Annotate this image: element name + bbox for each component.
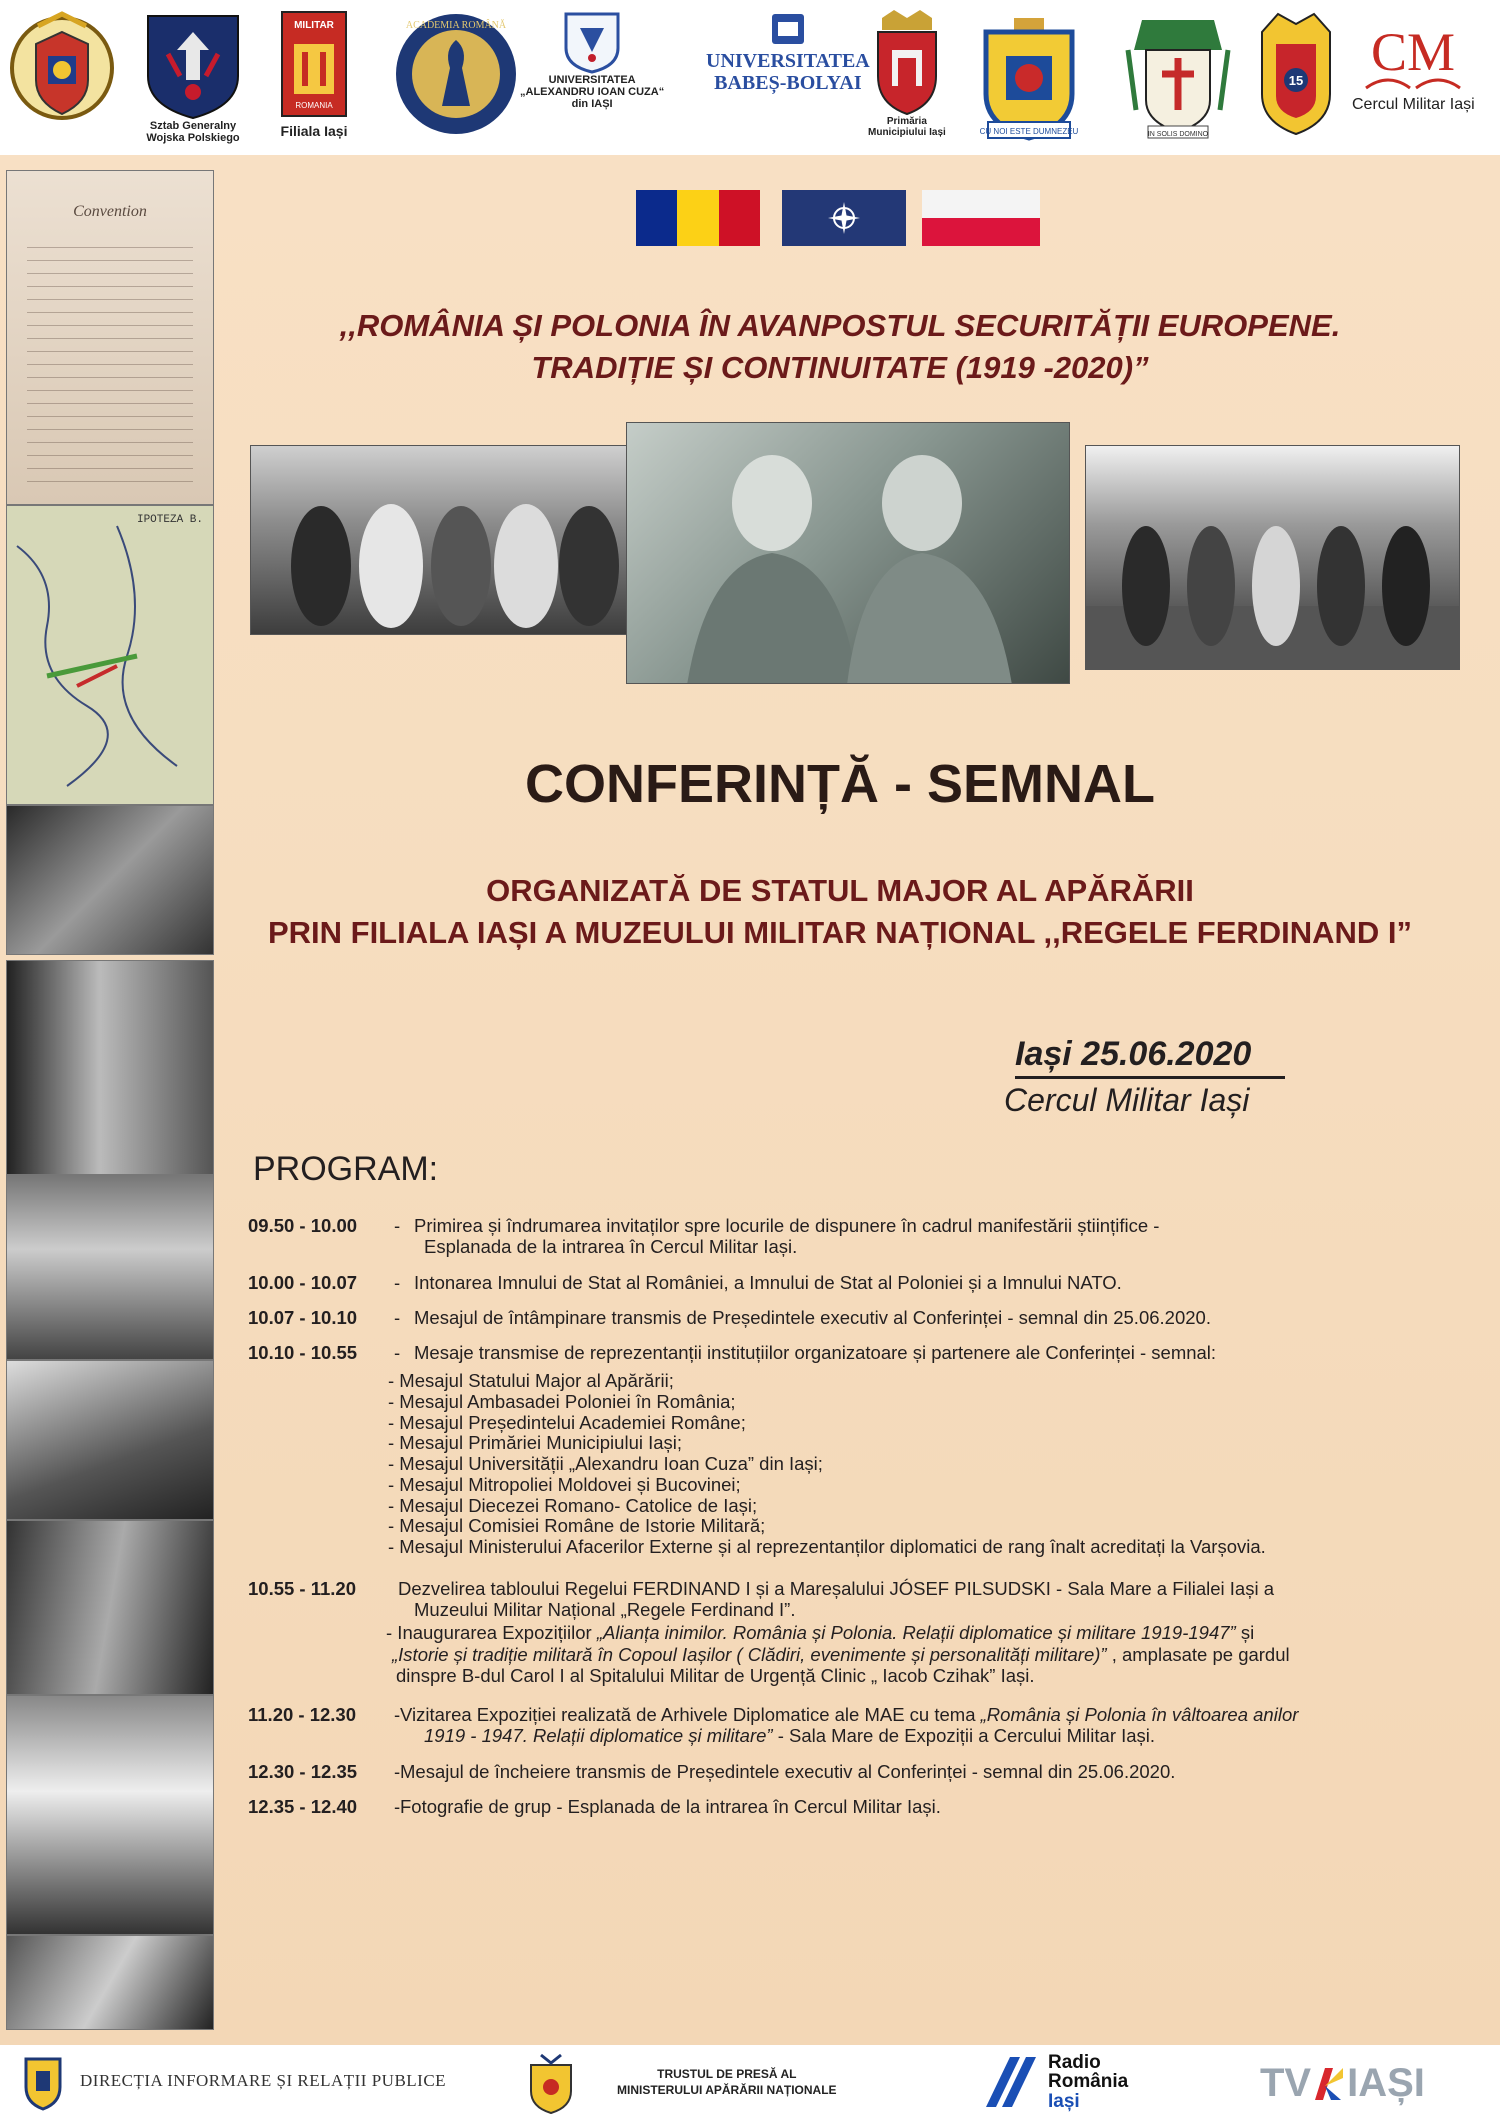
schedule-time: 11.20 - 12.30 bbox=[248, 1704, 357, 1726]
svg-text:IN SOLIS DOMINO: IN SOLIS DOMINO bbox=[1147, 131, 1209, 138]
logo-trustul bbox=[525, 2051, 837, 2115]
svg-text:CU NOI ESTE DUMNEZEU: CU NOI ESTE DUMNEZEU bbox=[979, 127, 1079, 136]
logo-ubb bbox=[706, 10, 870, 94]
tvr-iasi-text: IAȘI bbox=[1347, 2061, 1425, 2105]
logo-sztab-generalny bbox=[142, 10, 244, 144]
svg-text:15: 15 bbox=[1288, 73, 1304, 88]
historic-photo-5 bbox=[6, 1520, 214, 1695]
message-item: - Mesajul Universității „Alexandru Ioan Cuza” din Iași; bbox=[388, 1453, 823, 1475]
nato-flag bbox=[782, 190, 906, 246]
schedule-time: 10.00 - 10.07 bbox=[248, 1271, 358, 1293]
map-label: IPOTEZA B. bbox=[136, 514, 203, 526]
poland-flag bbox=[922, 190, 1040, 246]
schedule-text: Vizitarea Expoziției realizată de Arhivele Diplomatice ale MAE cu tema bbox=[400, 1704, 981, 1726]
organizer-line-2: PRIN FILIALA IAȘI A MUZEULUI MILITAR NAȚIONAL ,,REGELE FERDINAND I” bbox=[267, 914, 1413, 950]
schedule-item: 11.20 - 12.30 - Vizitarea Expoziției realizată de Arhivele Diplomatice ale MAE cu tema „România și Polonia în vâltoarea anilor 1919 - 1947. Relații diplomatice și militare” - Sala Mare de Expoziții a Cercului Militar Iași. bbox=[248, 1704, 1299, 1747]
schedule-text: Intonarea Imnului de Stat al României, a Imnului de Stat al Poloniei și a Imnului NATO. bbox=[414, 1271, 1122, 1293]
logo-dirp bbox=[18, 2051, 446, 2111]
program-schedule bbox=[248, 1215, 1468, 1831]
inauguration-note bbox=[386, 1622, 1468, 1686]
historic-photo-4 bbox=[6, 1360, 214, 1520]
schedule-text: Mesajul de întâmpinare transmis de Președintele executiv al Conferinței - semnal din 25.06.2020. bbox=[414, 1306, 1211, 1328]
svg-text:CM: CM bbox=[1371, 22, 1456, 82]
organizer-line-1: ORGANIZATĂ DE STATUL MAJOR AL APĂRĂRII bbox=[486, 873, 1194, 908]
message-item: - Mesajul Primăriei Municipiului Iași; bbox=[388, 1432, 683, 1454]
logo-brigada-15 bbox=[1248, 10, 1344, 138]
schedule-text-italic: „România și Polonia în vâltoarea anilor bbox=[980, 1704, 1299, 1726]
trustul-line-2: MINISTERULUI APĂRĂRII NAȚIONALE bbox=[617, 2083, 837, 2097]
historic-photo-2 bbox=[6, 960, 214, 1175]
inauguration-title-1: „Alianța inimilor. România și Polonia. Relații diplomatice și militare 1919-1947” bbox=[596, 1622, 1236, 1644]
event-date: Iași 25.06.2020 bbox=[1015, 1035, 1285, 1079]
message-item: - Mesajul Mitropoliei Moldovei și Bucovinei; bbox=[388, 1473, 741, 1495]
logo-muzeul-militar bbox=[280, 10, 348, 139]
convention-document bbox=[6, 170, 214, 505]
logo-caption: Sztab Generalny Wojska Polskiego bbox=[146, 120, 240, 145]
inauguration-title-2: „Istorie și tradiție militară în Copoul Iașilor ( Clădiri, evenimente și personalități militare)” bbox=[392, 1643, 1107, 1665]
radio-wave-icon bbox=[980, 2051, 1042, 2113]
top-logo-bar bbox=[0, 0, 1500, 150]
map-image bbox=[6, 505, 214, 805]
schedule-text-italic-cont: 1919 - 1947. Relații diplomatice și militare” bbox=[424, 1725, 773, 1747]
schedule-text-cont: Muzeului Militar Național „Regele Ferdinand I”. bbox=[414, 1599, 796, 1621]
schedule-text: Primirea și îndrumarea invitaților spre locurile de dispunere în cadrul manifestării științifice - bbox=[414, 1215, 1160, 1236]
logo-dieceza bbox=[1122, 10, 1234, 140]
logo-primaria bbox=[868, 10, 946, 138]
schedule-text: Mesaje transmise de reprezentanții instituțiilor organizatoare și partenere ale Conferinței - semnal: bbox=[414, 1342, 1217, 1364]
headline-line-1: ,,ROMÂNIA ȘI POLONIA ÎN AVANPOSTUL SECURITĂȚII EUROPENE. bbox=[339, 308, 1341, 343]
message-item: - Mesajul Ministerului Afacerilor Externe și al reprezentanților diplomatici de rang înalt acreditați la Varșovia. bbox=[388, 1536, 1266, 1558]
tvr-text: TV bbox=[1260, 2061, 1312, 2105]
historic-photo-3 bbox=[6, 1175, 214, 1360]
logo-cercul-militar bbox=[1352, 10, 1475, 114]
left-photo-strip bbox=[0, 160, 218, 2040]
schedule-time: 10.10 - 10.55 bbox=[248, 1342, 358, 1364]
schedule-item: 10.10 - 10.55 - Mesaje transmise de reprezentanții instituțiilor organizatoare și partenere ale Conferinței - semnal: bbox=[248, 1342, 1468, 1363]
logo-uaic bbox=[520, 10, 664, 110]
trustul-line-1: TRUSTUL DE PRESĂ AL bbox=[657, 2067, 797, 2082]
logo-academia-romana bbox=[392, 10, 520, 138]
dirp-text: DIRECȚIA INFORMARE ȘI RELAȚII PUBLICE bbox=[80, 2071, 447, 2090]
tvr-r-icon bbox=[1311, 2064, 1347, 2104]
schedule-item: 10.00 - 10.07 - Intonarea Imnului de Stat al României, a Imnului de Stat al Poloniei și a Imnului NATO. bbox=[248, 1272, 1468, 1293]
bottom-logo-bar bbox=[0, 2045, 1500, 2121]
logo-caption: Cercul Militar Iași bbox=[1352, 96, 1475, 113]
nato-compass-icon bbox=[814, 198, 874, 238]
conference-title: CONFERINȚĂ - SEMNAL bbox=[525, 754, 1155, 814]
schedule-item: 12.30 - 12.35 - Mesajul de încheiere transmis de Președintele executiv al Conferinței - semnal din 25.06.2020. bbox=[248, 1761, 1468, 1782]
logo-caption: Primăria Municipiului Iași bbox=[868, 116, 946, 138]
logo-statul-major bbox=[8, 10, 116, 128]
schedule-item: 10.07 - 10.10 - Mesajul de întâmpinare transmis de Președintele executiv al Conferinței - semnal din 25.06.2020. bbox=[248, 1307, 1468, 1328]
inauguration-rest: , amplasate pe gardul bbox=[1106, 1643, 1290, 1665]
logo-tvr-iasi bbox=[1260, 2061, 1425, 2106]
radio-line-3: Iași bbox=[1048, 2090, 1080, 2112]
royal-family-photo bbox=[250, 445, 628, 635]
logo-caption: UNIVERSITATEA „ALEXANDRU IOAN CUZA“ din IAȘI bbox=[520, 74, 665, 111]
logo-mitropolia bbox=[976, 10, 1082, 146]
schedule-item bbox=[248, 1578, 1468, 1621]
dirp-crest-icon bbox=[18, 2051, 68, 2111]
historic-photo-6 bbox=[6, 1695, 214, 1935]
schedule-time: 12.30 - 12.35 bbox=[248, 1760, 358, 1782]
convention-title: Convention bbox=[73, 203, 147, 220]
logo-radio-romania bbox=[980, 2051, 1128, 2113]
logo-caption: Filiala Iași bbox=[280, 123, 348, 139]
schedule-time: 12.35 - 12.40 bbox=[248, 1795, 358, 1817]
inauguration-conj: și bbox=[1235, 1622, 1255, 1644]
schedule-time: 10.07 - 10.10 bbox=[248, 1306, 358, 1328]
schedule-time: 09.50 - 10.00 bbox=[248, 1215, 358, 1236]
logo-text: UNIVERSITATEA BABEȘ-BOLYAI bbox=[706, 50, 870, 94]
schedule-time: 10.55 - 11.20 bbox=[248, 1577, 357, 1599]
schedule-item: 09.50 - 10.00 - Primirea și îndrumarea invitaților spre locurile de dispunere în cadrul manifestării științifice - Esplanada de la intrarea în Cercul Militar Iași. bbox=[248, 1215, 1468, 1258]
historic-photo-1 bbox=[6, 805, 214, 955]
message-item: - Mesajul Comisiei Române de Istorie Militară; bbox=[388, 1515, 766, 1537]
romania-flag bbox=[636, 190, 760, 246]
program-label: PROGRAM: bbox=[253, 1150, 439, 1188]
headline-line-2: TRADIȚIE ȘI CONTINUITATE (1919 -2020)” bbox=[531, 349, 1149, 385]
messages-list bbox=[388, 1371, 1468, 1557]
svg-text:ACADEMIA ROMÂNĂ: ACADEMIA ROMÂNĂ bbox=[405, 20, 507, 31]
message-item: - Mesajul Statului Major al Apărării; bbox=[388, 1370, 674, 1392]
event-venue: Cercul Militar Iași bbox=[1004, 1082, 1250, 1118]
headline bbox=[240, 305, 1440, 389]
military-group-photo bbox=[1085, 445, 1460, 670]
schedule-text: Fotografie de grup - Esplanada de la intrarea în Cercul Militar Iași. bbox=[400, 1795, 941, 1817]
historic-photo-7 bbox=[6, 1935, 214, 2030]
organizer bbox=[240, 870, 1440, 954]
schedule-text: Dezvelirea tabloului Regelui FERDINAND I și a Mareșalului JÓSEF PILSUDSKI - Sala Mare a Filialei Iași a bbox=[398, 1577, 1274, 1599]
schedule-text-cont: - Sala Mare de Expoziții a Cercului Militar Iași. bbox=[772, 1725, 1156, 1747]
message-item: - Mesajul Ambasadei Poloniei în România; bbox=[388, 1391, 736, 1413]
trustul-crest-icon bbox=[525, 2051, 577, 2115]
schedule-item: 12.35 - 12.40 - Fotografie de grup - Esplanada de la intrarea în Cercul Militar Iași. bbox=[248, 1796, 1468, 1817]
radio-line-1: Radio bbox=[1048, 2051, 1101, 2073]
svg-text:MILITAR: MILITAR bbox=[294, 20, 334, 31]
schedule-text-cont: Esplanada de la intrarea în Cercul Militar Iași. bbox=[424, 1236, 798, 1258]
schedule-text: Mesajul de încheiere transmis de Președintele executiv al Conferinței - semnal din 25.06.2020. bbox=[400, 1760, 1176, 1782]
message-item: - Mesajul Diecezei Romano- Catolice de Iași; bbox=[388, 1494, 758, 1516]
ferdinand-pilsudski-photo bbox=[626, 422, 1070, 684]
radio-line-2: România bbox=[1048, 2071, 1129, 2093]
message-item: - Mesajul Președintelui Academiei Române; bbox=[388, 1411, 746, 1433]
inauguration-line-3: dinspre B-dul Carol I al Spitalului Militar de Urgență Clinic „ Iacob Czihak” Iași. bbox=[396, 1664, 1035, 1686]
svg-text:ROMANIA: ROMANIA bbox=[295, 101, 333, 110]
inauguration-prefix: - Inaugurarea Expozițiilor bbox=[386, 1622, 597, 1644]
